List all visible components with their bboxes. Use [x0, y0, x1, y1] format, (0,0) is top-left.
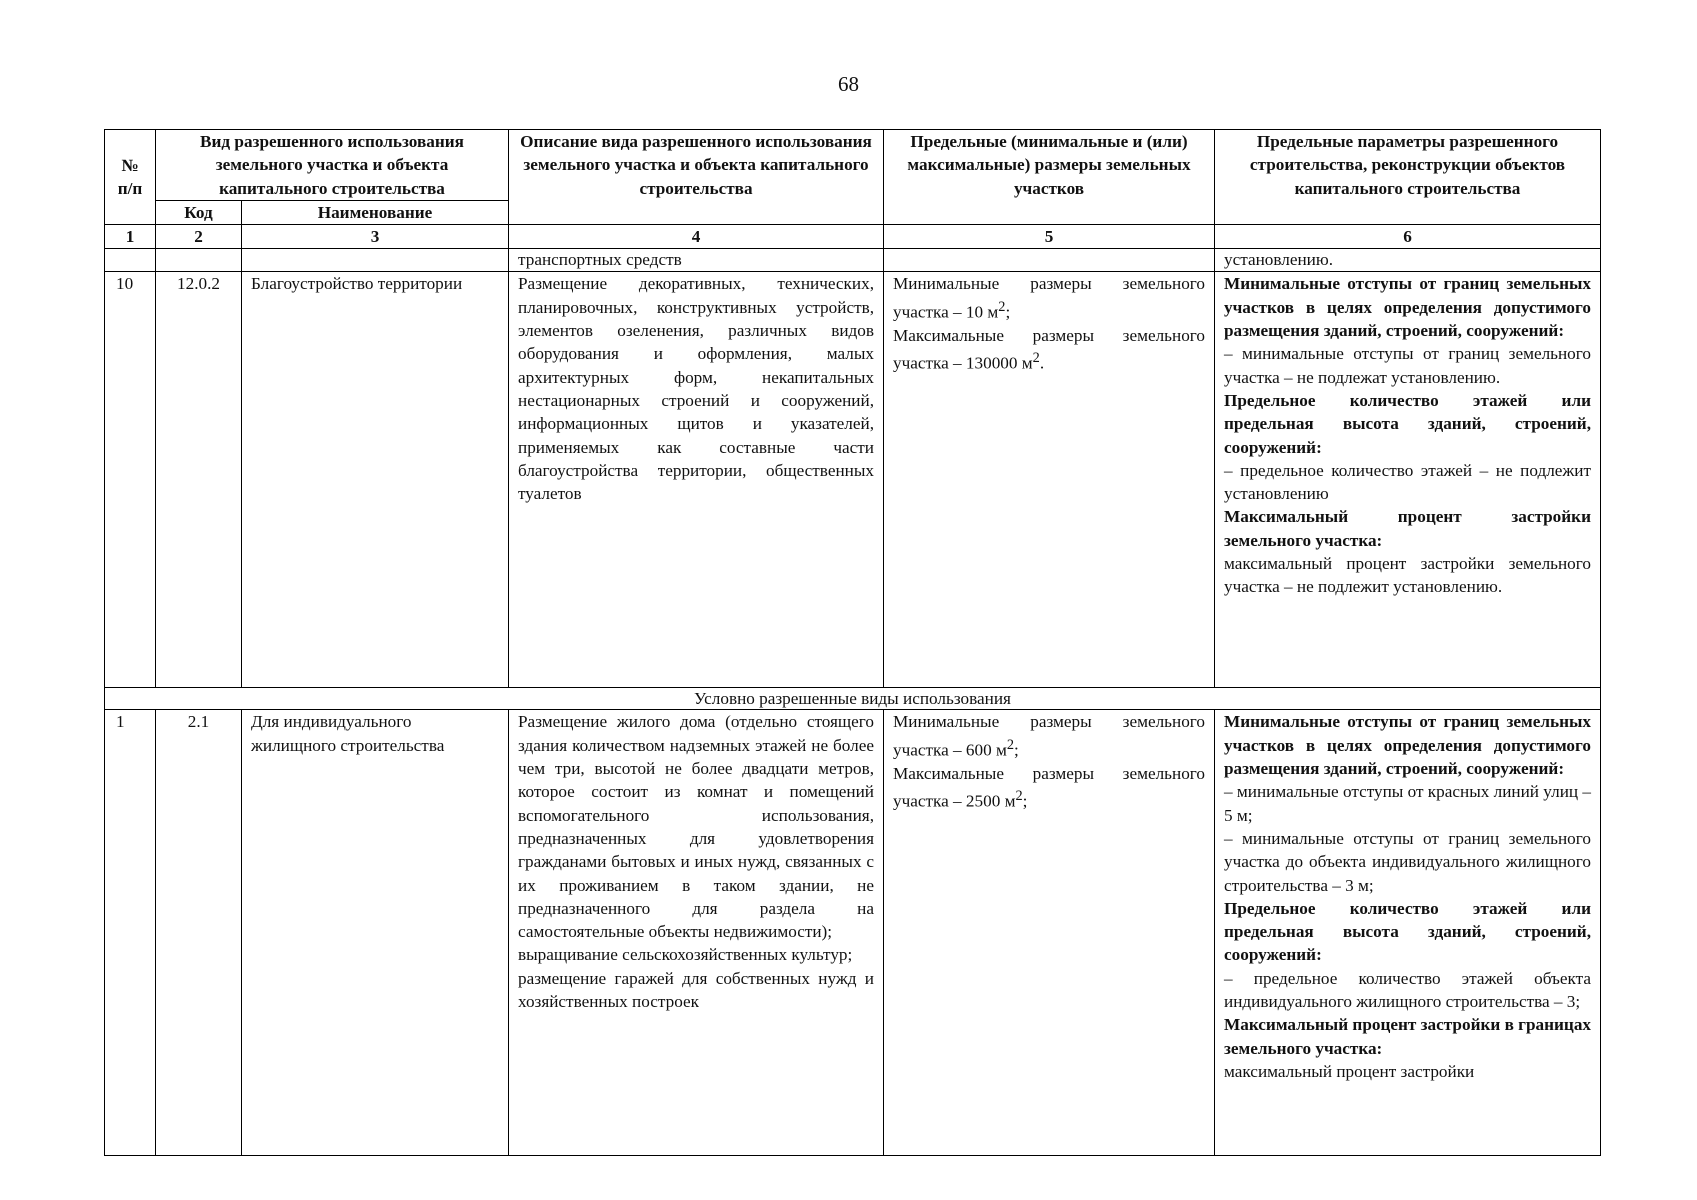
- row1-params-t1b: – минимальные отступы от границ земельного участка до объекта индивидуального жилищного строительства – 3 м;: [1224, 828, 1591, 895]
- header-code: Код: [156, 200, 242, 224]
- cont-desc: транспортных средств: [509, 249, 884, 272]
- header-size: Предельные (минимальные и (или) максимальные) размеры земельных участков: [884, 130, 1215, 225]
- cont-params: установлению.: [1215, 249, 1601, 272]
- row10-params-t1: – минимальные отступы от границ земельного участка – не подлежат установлению.: [1224, 344, 1591, 387]
- row10-size-min: Минимальные размеры земельного участка – 10 м: [893, 274, 1205, 322]
- row10-params-h3: Максимальный процент застройки земельного участка:: [1224, 507, 1591, 550]
- row10-params-t3: максимальный процент застройки земельного участка – не подлежит установлению.: [1224, 554, 1591, 597]
- row10-params-t2: – предельное количество этажей – не подлежит установлению: [1224, 460, 1591, 504]
- row1-params: [1215, 710, 1601, 1156]
- row1-code: 2.1: [156, 710, 242, 1156]
- colnum-5: 5: [884, 225, 1215, 249]
- colnum-6: 6: [1215, 225, 1601, 249]
- colnum-2: 2: [156, 225, 242, 249]
- row1-params-h1: Минимальные отступы от границ земельных участков в целях определения допустимого размещения зданий, строений, сооружений:: [1224, 712, 1591, 779]
- colnum-1: 1: [105, 225, 156, 249]
- row1-desc-3: размещение гаражей для собственных нужд и хозяйственных построек: [518, 968, 874, 1012]
- row1-params-t3: максимальный процент застройки: [1224, 1061, 1475, 1081]
- section-title: Условно разрешенные виды использования: [105, 688, 1601, 710]
- row1-params-t2: – предельное количество этажей объекта индивидуального жилищного строительства – 3;: [1224, 968, 1591, 1012]
- row1-size: Минимальные размеры земельного участка – 600 $м^2$; Максимальные размеры земельного участка – 2500 $м^2$;: [884, 710, 1215, 1156]
- row10-size: Минимальные размеры земельного участка – 10 $м^2$; Максимальные размеры земельного участка – 130000 $м^2$.: [884, 272, 1215, 688]
- row10-params-h2: Предельное количество этажей или предельная высота зданий, строений, сооружений:: [1224, 390, 1591, 457]
- colnum-3: 3: [242, 225, 509, 249]
- row10-desc: Размещение декоративных, технических, планировочных, конструктивных устройств, элементов озеленения, различных видов оборудования и оформления, малых архитектурных форм, некапитальных нестационарных строений и сооружений, информационных щитов и указателей, применяемых как составные части благоустройства территории, общественных туалетов: [509, 272, 884, 688]
- header-num: № п/п: [105, 130, 156, 225]
- header-vid: Вид разрешенного использования земельного участка и объекта капитального строительства: [156, 130, 509, 201]
- row1-params-t1: – минимальные отступы от красных линий улиц – 5 м;: [1224, 782, 1592, 825]
- row1-desc-1: Размещение жилого дома (отдельно стоящего здания количеством надземных этажей не более чем три, высотой не более двадцати метров, которое состоит из комнат и помещений вспомогательного использования, предназначенных для удовлетворения гражданами бытовых и иных нужд, связанных с их проживанием в таком здании, не предназначенного для раздела на самостоятельные объекты недвижимости);: [518, 712, 874, 942]
- header-desc: Описание вида разрешенного использования земельного участка и объекта капитального строительства: [509, 130, 884, 225]
- column-number-row: [105, 225, 1601, 249]
- row1-name: Для индивидуального жилищного строительства: [242, 710, 509, 1156]
- row10-size-max: Максимальные размеры земельного участка – 130000 м: [893, 325, 1205, 373]
- colnum-4: 4: [509, 225, 884, 249]
- header-params: Предельные параметры разрешенного строительства, реконструкции объектов капитального строительства: [1215, 130, 1601, 225]
- header-name: Наименование: [242, 200, 509, 224]
- header-row: [105, 130, 1601, 201]
- continuation-row: [105, 249, 1601, 272]
- row10-params-h1: Минимальные отступы от границ земельных участков в целях определения допустимого размещения зданий, строений, сооружений:: [1224, 274, 1591, 341]
- row1-desc-2: выращивание сельскохозяйственных культур;: [518, 945, 853, 965]
- land-use-table: [104, 129, 1601, 1156]
- row1-num: 1: [105, 710, 156, 1156]
- row10-num: 10: [105, 272, 156, 688]
- row1-size-min: Минимальные размеры земельного участка – 600 м: [893, 712, 1205, 760]
- row10-code: 12.0.2: [156, 272, 242, 688]
- table-row-1: [105, 710, 1601, 1156]
- page-number: 68: [838, 72, 859, 96]
- row1-params-h3: Максимальный процент застройки в границах земельного участка:: [1224, 1015, 1592, 1058]
- row1-desc: [509, 710, 884, 1156]
- row10-name: Благоустройство территории: [242, 272, 509, 688]
- row10-params: [1215, 272, 1601, 688]
- row1-params-h2: Предельное количество этажей или предельная высота зданий, строений, сооружений:: [1224, 898, 1591, 965]
- section-row: [105, 688, 1601, 710]
- row1-size-max: Максимальные размеры земельного участка – 2500 м: [893, 763, 1205, 811]
- table-row-10: [105, 272, 1601, 688]
